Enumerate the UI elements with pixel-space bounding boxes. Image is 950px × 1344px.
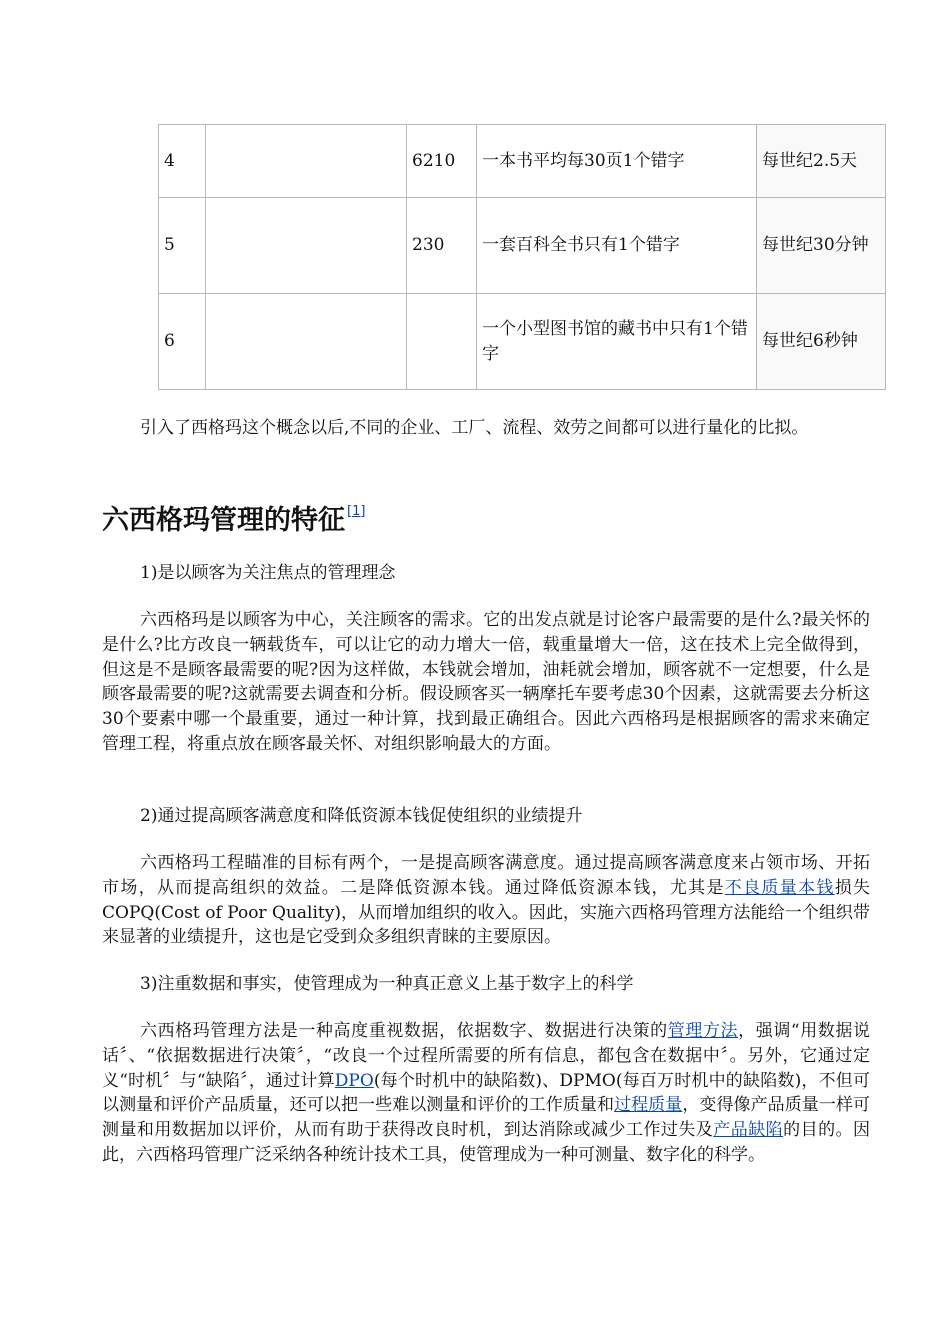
intro-paragraph: 引入了西格玛这个概念以后,不同的企业、工厂、流程、效劳之间都可以进行量化的比拟。 bbox=[140, 418, 809, 438]
point2-body bbox=[102, 851, 870, 950]
sigma-level-table bbox=[158, 124, 886, 390]
dpmo-cell bbox=[407, 294, 477, 390]
sigma-level-cell: 6 bbox=[159, 294, 206, 390]
dpmo-cell: 6210 bbox=[407, 125, 477, 198]
table-row bbox=[159, 125, 886, 198]
table-row bbox=[159, 294, 886, 390]
point3-text-d: ，变得像产品质量一样可测量和用数据加以评价，从而有助于获得改良时机，到达消除或减少工作过失及 bbox=[102, 1095, 871, 1141]
point3-text-b: ，强调“用数据说话〞、“依据数据进行决策〞，“改良一个过程所需要的所有信息，都包含在数据中〞。另外，它通过定义“时机〞与“缺陷〞，通过计算 bbox=[102, 1021, 870, 1091]
dpo-link[interactable]: DPO bbox=[334, 1070, 374, 1091]
sigma-level-cell: 4 bbox=[159, 125, 206, 198]
analogy-cell: 一本书平均每30页1个错字 bbox=[477, 125, 757, 198]
management-method-link[interactable]: 管理方法 bbox=[667, 1021, 739, 1041]
point3-title: 3)注重数据和事实，使管理成为一种真正意义上基于数字上的科学 bbox=[140, 974, 634, 994]
analogy-cell: 一套百科全书只有1个错字 bbox=[477, 198, 757, 294]
point3-text-c: (每个时机中的缺陷数)、DPMO(每百万时机中的缺陷数)，不但可以测量和评价产品质量，还可以把一些难以测量和评价的工作质量和 bbox=[102, 1070, 870, 1116]
table-row bbox=[159, 198, 886, 294]
point2-text-a: 六西格玛工程瞄准的目标有两个，一是提高顾客满意度。通过提高顾客满意度来占领市场、开拓市场，从而提高组织的效益。二是降低资源本钱。通过降低资源本钱，尤其是 bbox=[102, 853, 870, 898]
point1-body: 六西格玛是以顾客为中心，关注顾客的需求。它的出发点就是讨论客户最需要的是什么?最关怀的是什么?比方改良一辆载货车，可以让它的动力增大一倍，载重量增大一倍，这在技术上完全做得到，但这是不是顾客最需要的呢?因为这样做，本钱就会增加，油耗就会增加，顾客就不一定想要，什么是顾客最需要的呢?这就需要去调查和分析。假设顾客买一辆摩托车要考虑30个因素，这就需要去分析这30个要素中哪一个最重要，通过一种计算，找到最正确组合。因此六西格玛是根据顾客的需求来确定管理工程，将重点放在顾客最关怀、对组织影响最大的方面。 bbox=[102, 610, 870, 754]
analogy-cell: 一个小型图书馆的藏书中只有1个错字 bbox=[477, 294, 757, 390]
point1-title: 1)是以顾客为关注焦点的管理理念 bbox=[140, 563, 396, 583]
blank-cell bbox=[206, 294, 407, 390]
product-defect-link[interactable]: 产品缺陷 bbox=[713, 1120, 784, 1141]
point3-text-a: 六西格玛管理方法是一种高度重视数据，依据数字、数据进行决策的 bbox=[140, 1021, 668, 1041]
poor-quality-cost-link[interactable]: 不良质量本钱 bbox=[724, 877, 835, 898]
blank-cell bbox=[206, 198, 407, 294]
section-heading bbox=[102, 492, 365, 541]
section-title: 六西格玛管理的特征 bbox=[102, 505, 345, 536]
point2-title: 2)通过提高顾客满意度和降低资源本钱促使组织的业绩提升 bbox=[140, 806, 583, 826]
time-cell: 每世纪6秒钟 bbox=[757, 294, 886, 390]
point3-text-e: 的目的。因此，六西格玛管理广泛采纳各种统计技术工具，使管理成为一种可测量、数字化的科学。 bbox=[102, 1120, 871, 1165]
blank-cell bbox=[206, 125, 407, 198]
point3-body bbox=[102, 1019, 870, 1168]
reference-link[interactable]: [1] bbox=[347, 504, 366, 519]
sigma-level-cell: 5 bbox=[159, 198, 206, 294]
dpmo-cell: 230 bbox=[407, 198, 477, 294]
time-cell: 每世纪2.5天 bbox=[757, 125, 886, 198]
point2-text-b: 损失COPQ(Cost of Poor Quality)，从而增加组织的收入。因此，实施六西格玛管理方法能给一个组织带来显著的业绩提升，这也是它受到众多组织青睐的主要原因。 bbox=[102, 877, 871, 948]
time-cell: 每世纪30分钟 bbox=[757, 198, 886, 294]
process-quality-link[interactable]: 过程质量 bbox=[614, 1095, 683, 1116]
